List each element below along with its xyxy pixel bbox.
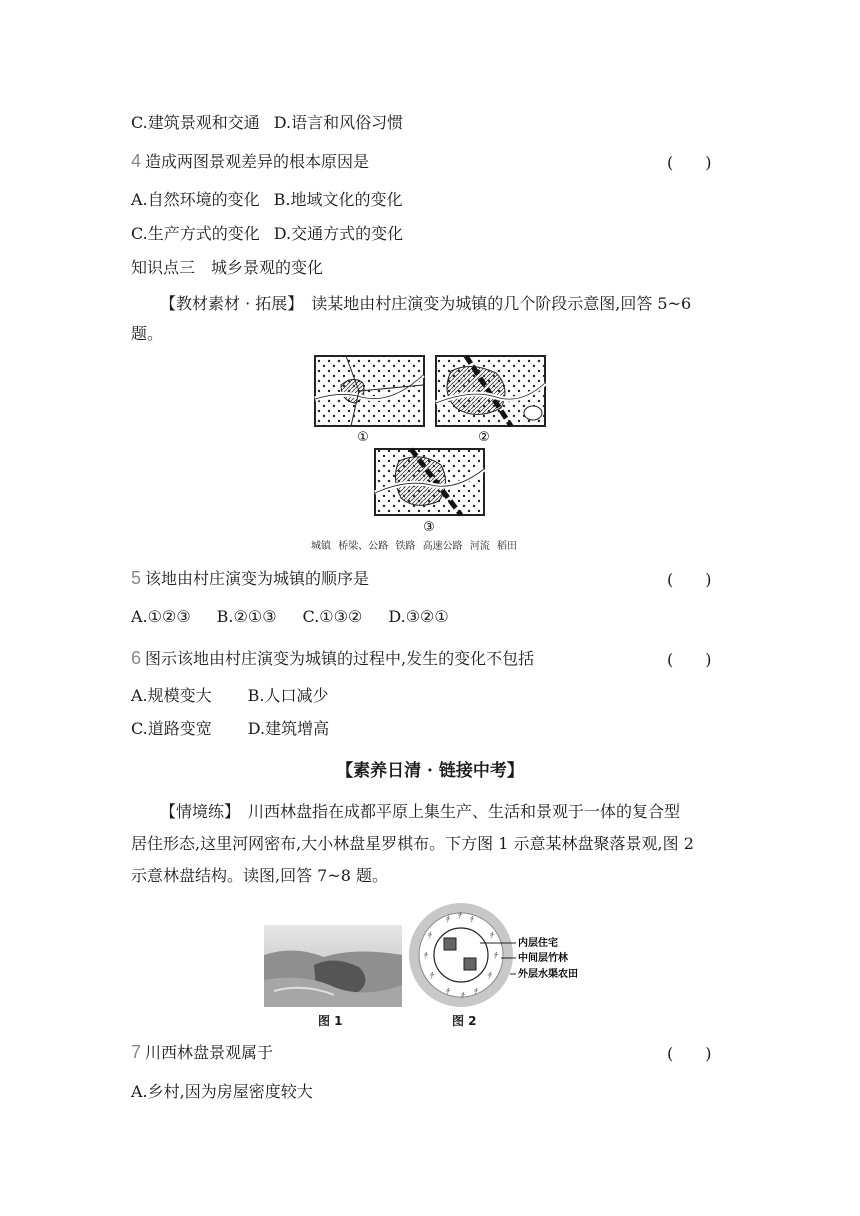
linpan-photo	[264, 925, 402, 1007]
figure-2-caption: 图 2	[452, 1014, 477, 1028]
q7-stem	[131, 1041, 273, 1064]
map-label-1: ①	[357, 430, 369, 445]
q3-option-c: C.建筑景观和交通	[131, 113, 260, 132]
q4-option-a: A.自然环境的变化	[131, 190, 260, 209]
q7-option-a: A.乡村,因为房屋密度较大	[131, 1082, 313, 1101]
q5-number: 5	[131, 568, 142, 588]
legend-town: 城镇	[311, 541, 331, 552]
svg-text:ﾁ: ﾁ	[424, 951, 428, 960]
legend-highway: 高速公路	[422, 541, 463, 552]
middle-layer-label: 中间层竹林	[518, 953, 568, 964]
svg-text:ﾁ: ﾁ	[488, 971, 492, 980]
svg-text:ﾁ: ﾁ	[458, 911, 462, 920]
q6-options-cd	[131, 718, 329, 740]
q6-option-b: B.人口减少	[247, 686, 329, 705]
q7-answer-paren[interactable]: ( )	[667, 1044, 712, 1063]
q5-text: 该地由村庄演变为城镇的顺序是	[145, 569, 370, 588]
q3-option-d: D.语言和风俗习惯	[273, 113, 404, 132]
legend-railway: 铁路	[395, 541, 416, 552]
svg-text:ﾁ: ﾁ	[494, 951, 498, 960]
q6-option-c: C.道路变宽	[131, 719, 212, 738]
map-legend	[311, 537, 521, 552]
q6-stem	[131, 647, 534, 670]
map-label-3: ③	[423, 520, 435, 535]
svg-text:ﾁ: ﾁ	[474, 987, 478, 996]
q5-option-a: A.①②③	[131, 607, 191, 626]
context-line-2: 居住形态,这里河网密布,大小林盘星罗棋布。下方图 1 示意某林盘聚落景观,图 2	[131, 834, 694, 853]
svg-text:ﾁ: ﾁ	[446, 915, 450, 924]
q4-number: 4	[131, 151, 142, 171]
svg-text:ﾁ: ﾁ	[446, 987, 450, 996]
q5-stem	[131, 567, 369, 590]
q4-option-d: D.交通方式的变化	[273, 224, 404, 243]
q4-options-cd	[131, 223, 403, 245]
q3-options-line	[131, 112, 403, 134]
inner-layer-label: 内层住宅	[518, 938, 558, 949]
q5-option-d: D.③②①	[388, 607, 449, 626]
q4-stem	[131, 150, 369, 173]
q7-text: 川西林盘景观属于	[145, 1043, 274, 1062]
q7-number: 7	[131, 1042, 142, 1062]
svg-text:ﾁ: ﾁ	[461, 991, 465, 1000]
map-label-2: ②	[478, 430, 490, 445]
q4-options-ab	[131, 189, 403, 211]
q5-answer-paren[interactable]: ( )	[667, 570, 712, 589]
q6-option-d: D.建筑增高	[247, 719, 330, 738]
q6-text: 图示该地由村庄演变为城镇的过程中,发生的变化不包括	[145, 649, 535, 668]
section-3-heading: 知识点三 城乡景观的变化	[131, 258, 324, 277]
figure-1-caption: 图 1	[318, 1014, 343, 1028]
q6-number: 6	[131, 648, 142, 668]
village-town-figure	[311, 353, 561, 535]
q5-options	[131, 606, 449, 628]
map-stage-3	[375, 449, 484, 515]
map-stage-1	[315, 356, 424, 426]
svg-text:ﾁ: ﾁ	[430, 971, 434, 980]
q4-answer-paren[interactable]: ( )	[667, 153, 712, 172]
material-line-2: 题。	[131, 324, 164, 343]
q6-option-a: A.规模变大	[131, 686, 212, 705]
q5-option-c: C.①③②	[302, 607, 363, 626]
legend-paddy: 稻田	[496, 541, 517, 552]
material-line-1: 【教材素材 · 拓展】 读某地由村庄演变为城镇的几个阶段示意图,回答 5~6	[160, 294, 692, 313]
legend-river: 河流	[469, 541, 490, 552]
svg-text:ﾁ: ﾁ	[428, 931, 432, 940]
legend-bridge-road: 桥梁、公路	[338, 541, 389, 552]
context-line-1: 【情境练】 川西林盘指在成都平原上集生产、生活和景观于一体的复合型	[160, 802, 681, 821]
q5-option-b: B.②①③	[216, 607, 277, 626]
q4-option-c: C.生产方式的变化	[131, 224, 260, 243]
svg-text:ﾁ: ﾁ	[470, 915, 474, 924]
q6-options-ab	[131, 685, 329, 707]
outer-layer-label: 外层水渠农田	[518, 969, 578, 980]
q4-option-b: B.地域文化的变化	[273, 190, 403, 209]
context-line-3: 示意林盘结构。读图,回答 7~8 题。	[131, 866, 389, 885]
map-stage-2	[436, 356, 545, 426]
linpan-structure-diagram	[406, 900, 596, 1010]
section-title: 【素养日清 · 链接中考】	[336, 761, 524, 781]
svg-text:ﾁ: ﾁ	[490, 931, 494, 940]
q6-answer-paren[interactable]: ( )	[667, 650, 712, 669]
q4-text: 造成两图景观差异的根本原因是	[145, 152, 370, 171]
